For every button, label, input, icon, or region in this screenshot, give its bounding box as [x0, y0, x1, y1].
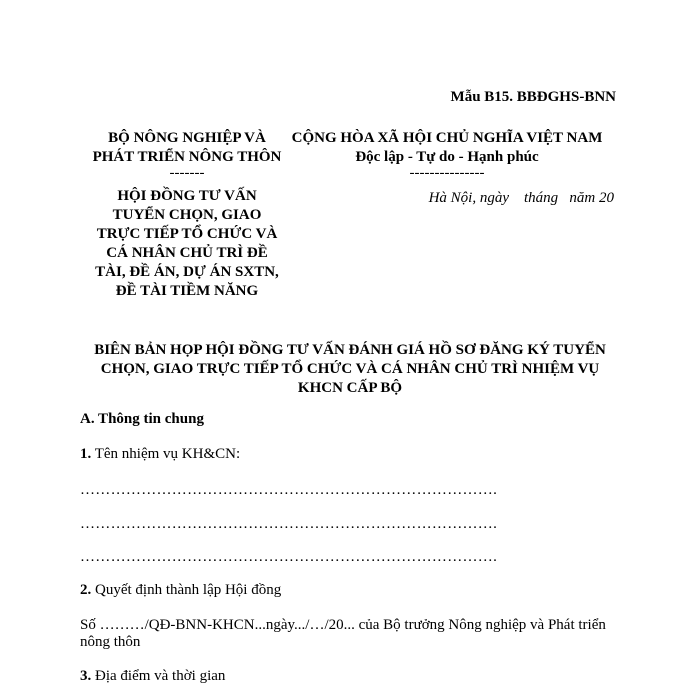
council-name-line: CÁ NHÂN CHỦ TRÌ ĐỀ: [106, 245, 268, 261]
form-code: Mẫu B15. BBĐGHS-BNN: [450, 89, 616, 105]
decision-reference: [80, 617, 640, 651]
item-1: [80, 446, 240, 463]
council-name-line: TÀI, ĐỀ ÁN, DỰ ÁN SXTN,: [95, 264, 279, 280]
document-title-line: KHCN CẤP BỘ: [297, 380, 403, 396]
item-3-number: 3.: [80, 668, 92, 684]
item-1-label: Tên nhiệm vụ KH&CN:: [91, 446, 241, 462]
national-header-block: [282, 129, 612, 181]
ministry-name-line-2: PHÁT TRIỂN NÔNG THÔN: [92, 149, 282, 165]
council-name-line: HỘI ĐỒNG TƯ VẤN: [117, 188, 257, 204]
item-2-number: 2.: [80, 582, 92, 598]
issuing-authority-block: [62, 129, 312, 301]
council-name: [62, 187, 312, 301]
document-title: [80, 341, 620, 398]
ministry-name-line-1: BỘ NÔNG NGHIỆP VÀ: [108, 130, 266, 146]
decision-reference-line: nông thôn: [80, 634, 141, 650]
document-title-line: BIÊN BẢN HỌP HỘI ĐỒNG TƯ VẤN ĐÁNH GIÁ HỒ SƠ ĐĂNG KÝ TUYỂN: [94, 342, 606, 358]
place-date-line: Hà Nội, ngày tháng năm 20: [428, 190, 614, 206]
item-3: [80, 668, 225, 685]
item-2: [80, 582, 281, 599]
item-3-label: Địa điểm và thời gian: [91, 668, 226, 684]
council-name-line: TUYỂN CHỌN, GIAO: [112, 207, 262, 223]
item-2-label: Quyết định thành lập Hội đồng: [91, 582, 282, 598]
item-1-number: 1.: [80, 446, 92, 462]
council-name-line: TRỰC TIẾP TỔ CHỨC VÀ: [96, 226, 278, 242]
document-title-line: CHỌN, GIAO TRỰC TIẾP TỔ CHỨC VÀ CÁ NHÂN CHỦ TRÌ NHIỆM VỤ: [100, 361, 600, 377]
motto-separator: ---------------: [409, 165, 485, 181]
decision-reference-line: Số ………/QĐ-BNN-KHCN...ngày.../…/20... của Bộ trưởng Nông nghiệp và Phát triển: [80, 617, 606, 633]
blank-line: ……………………………………………………………………….: [80, 482, 498, 498]
section-a-heading: A. Thông tin chung: [80, 411, 204, 427]
blank-line: ……………………………………………………………………….: [80, 516, 498, 532]
ministry-separator: -------: [169, 165, 205, 181]
council-name-line: ĐỀ TÀI TIỀM NĂNG: [115, 283, 259, 299]
blank-line: ……………………………………………………………………….: [80, 549, 498, 565]
country-name: CỘNG HÒA XÃ HỘI CHỦ NGHĨA VIỆT NAM: [291, 130, 603, 146]
national-motto: Độc lập - Tự do - Hạnh phúc: [355, 149, 539, 165]
